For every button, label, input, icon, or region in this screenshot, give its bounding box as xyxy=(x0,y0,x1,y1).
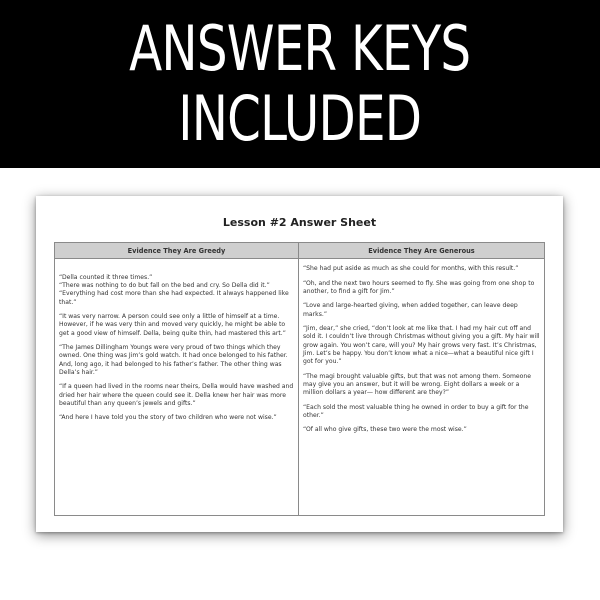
evidence-quote: “Oh, and the next two hours seemed to fly. She was going from one shop to another, to find a gift for Jim.” xyxy=(303,279,535,295)
evidence-quote: “Of all who give gifts, these two were the most wise.” xyxy=(303,426,467,434)
evidence-quote: “The magi brought valuable gifts, but that was not among them. Someone may give you an answer, but it will be wrong. Eight dollars a week or a million dollars a year— how different are they?” xyxy=(303,372,532,396)
greedy-evidence-column xyxy=(55,259,299,515)
promo-banner xyxy=(0,0,600,168)
evidence-quote: “If a queen had lived in the rooms near theirs, Della would have washed and dried her hair where the queen could see it. Della knew her hair was more beautiful than any queen’s jewels and gifts.” xyxy=(59,383,294,407)
generous-evidence-column xyxy=(299,259,544,515)
answer-sheet-preview xyxy=(36,196,563,532)
sheet-title: Lesson #2 Answer Sheet xyxy=(222,216,377,229)
evidence-quote: “She had put aside as much as she could for months, with this result.” xyxy=(303,265,519,272)
evidence-quote: “And here I have told you the story of two children who were not wise.” xyxy=(59,414,277,422)
evidence-quote: “Love and large-hearted giving, when added together, can leave deep marks.” xyxy=(303,302,518,318)
evidence-quote: “It was very narrow. A person could see only a little of himself at a time. However, if he was very thin and moved very quickly, he might be able to get a good view of himself. Della, being quite thin, had mastered this art.” xyxy=(59,313,286,337)
evidence-table xyxy=(54,242,545,516)
column-header-greedy: Evidence They Are Greedy xyxy=(55,243,299,259)
column-header-generous: Evidence They Are Generous xyxy=(299,243,544,259)
banner-headline-line-2: INCLUDED xyxy=(178,82,422,155)
evidence-quote: “Each sold the most valuable thing he owned in order to buy a gift for the other.” xyxy=(303,403,529,419)
evidence-quote: “Jim, dear,” she cried, “don’t look at me like that. I had my hair cut off and sold it. I couldn’t live through Christmas without giving you a gift. My hair will grow again. You won’t care, will you? My hair grows very fast. It’s Christmas, Jim. Let’s be happy. You don’t know what a nice—what a beautiful nice gift I got for you.” xyxy=(303,325,540,365)
evidence-quote: “The James Dillingham Youngs were very proud of two things which they owned. One thing was Jim’s gold watch. It had once belonged to his father. And, long ago, it had belonged to his father’s father. The other thing was Della’s hair.” xyxy=(59,344,288,376)
banner-headline-line-1: ANSWER KEYS xyxy=(129,12,471,85)
evidence-quote: “Della counted it three times.” “There was nothing to do but fall on the bed and cry. So Della did it.” “Everything had cost more than she had expected. It always happened like that.” xyxy=(59,274,289,306)
